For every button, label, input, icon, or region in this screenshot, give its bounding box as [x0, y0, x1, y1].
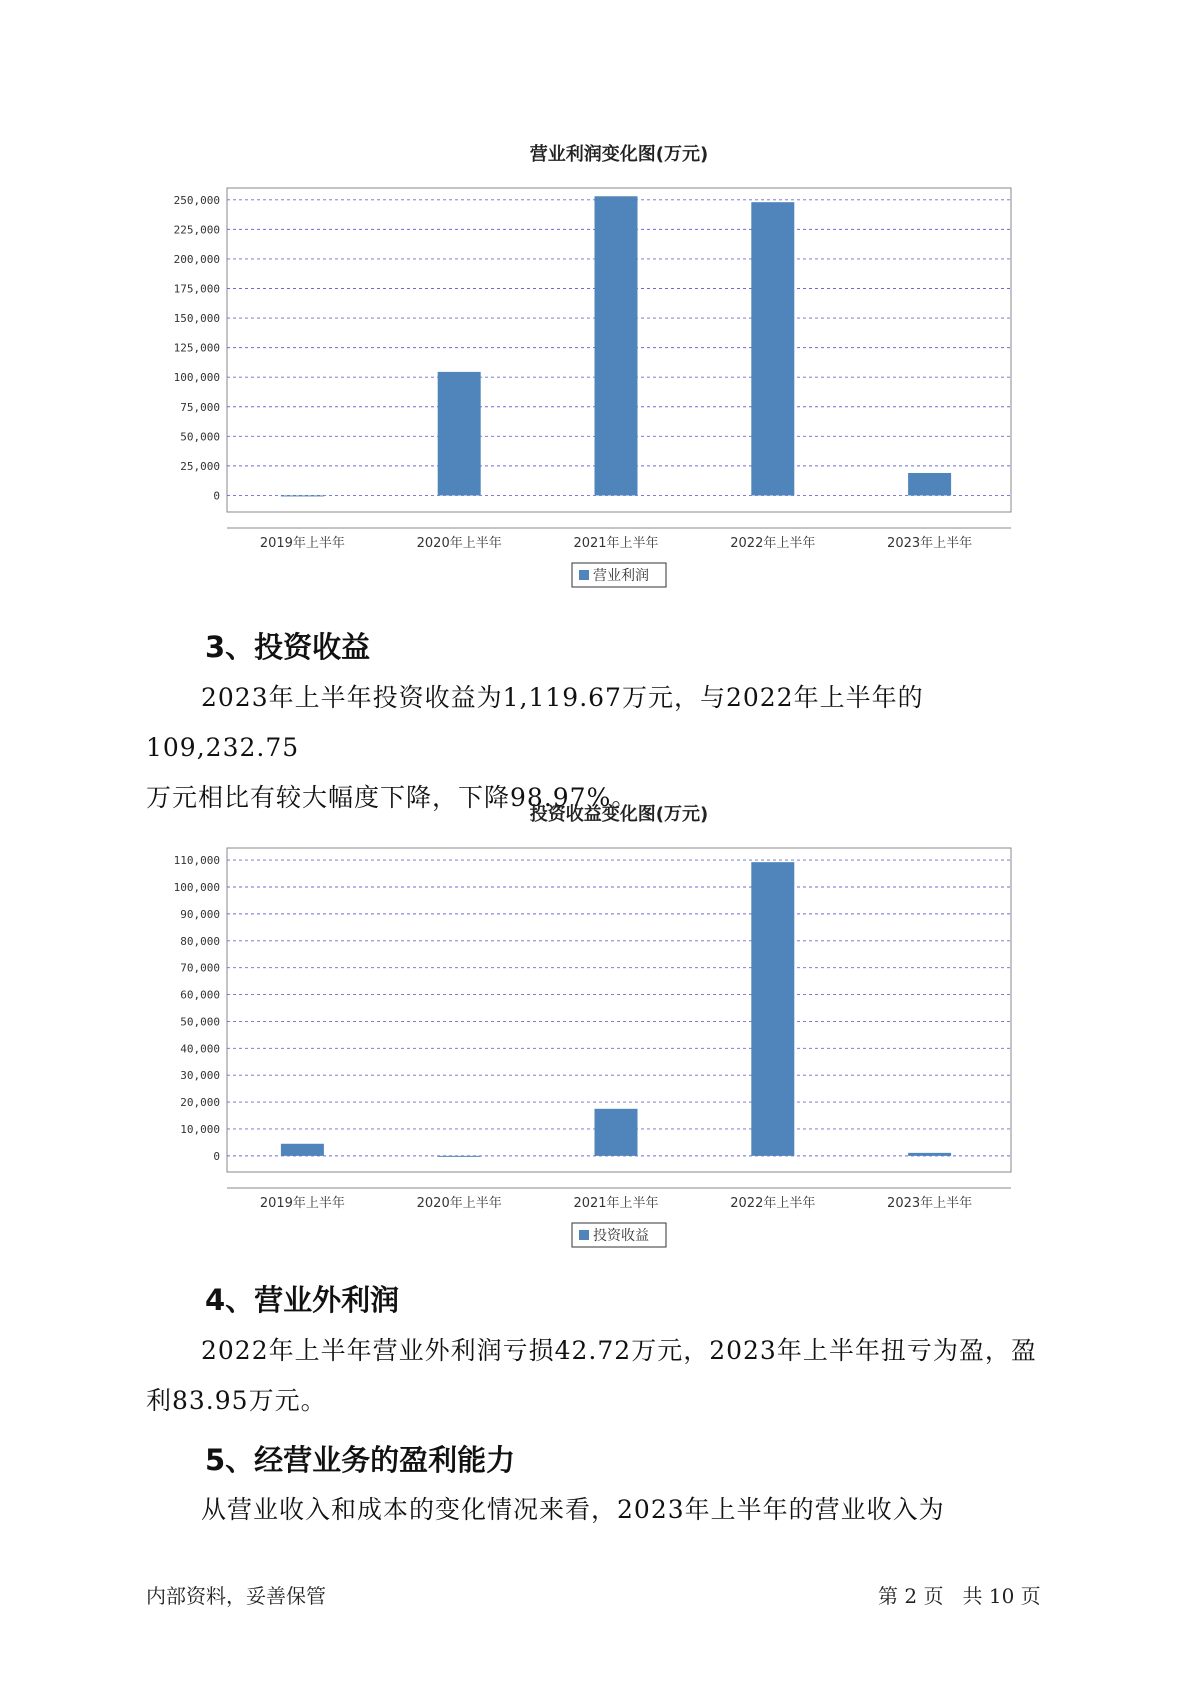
operating-profit-chart-svg — [0, 130, 1191, 590]
chart-title: 投资收益变化图(万元) — [529, 804, 709, 825]
y-tick-label: 25,000 — [180, 459, 220, 473]
x-tick-label: 2021年上半年 — [573, 1196, 659, 1211]
section-3-line-2: 万元相比有较大幅度下降，下降98.97%。 — [146, 783, 638, 812]
x-tick-label: 2022年上半年 — [730, 536, 816, 551]
footer-page-number: 第 2 页 共 10 页 — [878, 1584, 1041, 1608]
y-tick-label: 50,000 — [180, 1015, 220, 1029]
y-tick-label: 20,000 — [180, 1096, 220, 1110]
y-tick-label: 70,000 — [180, 961, 220, 975]
y-tick-label: 175,000 — [173, 282, 220, 296]
x-tick-label: 2023年上半年 — [887, 536, 973, 551]
bar — [595, 196, 638, 495]
operating-profit-chart — [0, 130, 1191, 590]
bar — [438, 1156, 481, 1157]
bar — [908, 1153, 951, 1156]
section-4-line-2: 利83.95万元。 — [146, 1386, 327, 1415]
y-tick-label: 0 — [213, 1149, 220, 1163]
investment-income-chart — [0, 790, 1191, 1250]
y-tick-label: 80,000 — [180, 934, 220, 948]
bar — [595, 1109, 638, 1156]
x-tick-label: 2020年上半年 — [416, 536, 502, 551]
section-4-paragraph — [146, 1326, 1076, 1426]
investment-income-chart-svg — [0, 790, 1191, 1250]
bar — [281, 1144, 324, 1156]
legend-label: 投资收益 — [593, 1228, 649, 1244]
y-tick-label: 40,000 — [180, 1042, 220, 1056]
section-4-line-1: 2022年上半年营业外利润亏损42.72万元，2023年上半年扭亏为盈，盈 — [201, 1336, 1037, 1365]
legend-swatch — [579, 570, 589, 580]
y-tick-label: 75,000 — [180, 400, 220, 414]
section-5-line-1: 从营业收入和成本的变化情况来看，2023年上半年的营业收入为 — [201, 1495, 945, 1524]
y-tick-label: 250,000 — [173, 193, 220, 207]
x-tick-label: 2022年上半年 — [730, 1196, 816, 1211]
y-tick-label: 60,000 — [180, 988, 220, 1002]
x-tick-label: 2019年上半年 — [259, 536, 345, 551]
y-tick-label: 0 — [213, 489, 220, 503]
section-3-heading: 3、投资收益 — [205, 630, 371, 664]
y-tick-label: 50,000 — [180, 430, 220, 444]
section-3-line-1: 2023年上半年投资收益为1,119.67万元，与2022年上半年的109,232.75 — [146, 683, 924, 762]
legend-label: 营业利润 — [593, 568, 649, 584]
section-5-heading: 5、经营业务的盈利能力 — [205, 1443, 516, 1477]
footer-confidential: 内部资料，妥善保管 — [146, 1584, 326, 1608]
y-tick-label: 100,000 — [173, 880, 220, 894]
x-tick-label: 2020年上半年 — [416, 1196, 502, 1211]
x-tick-label: 2021年上半年 — [573, 536, 659, 551]
y-tick-label: 100,000 — [173, 371, 220, 385]
bar — [438, 372, 481, 496]
bar — [751, 202, 794, 495]
y-tick-label: 90,000 — [180, 907, 220, 921]
x-tick-label: 2019年上半年 — [259, 1196, 345, 1211]
y-tick-label: 125,000 — [173, 341, 220, 355]
y-tick-label: 30,000 — [180, 1069, 220, 1083]
x-tick-label: 2023年上半年 — [887, 1196, 973, 1211]
y-tick-label: 110,000 — [173, 854, 220, 868]
bar — [908, 473, 951, 495]
chart-title: 营业利润变化图(万元) — [529, 144, 709, 165]
y-tick-label: 200,000 — [173, 252, 220, 266]
bar — [751, 862, 794, 1156]
bar — [281, 495, 324, 496]
section-4-heading: 4、营业外利润 — [205, 1283, 400, 1317]
legend-swatch — [579, 1230, 589, 1240]
y-tick-label: 150,000 — [173, 312, 220, 326]
y-tick-label: 225,000 — [173, 223, 220, 237]
section-5-paragraph — [146, 1485, 1076, 1535]
y-tick-label: 10,000 — [180, 1122, 220, 1136]
